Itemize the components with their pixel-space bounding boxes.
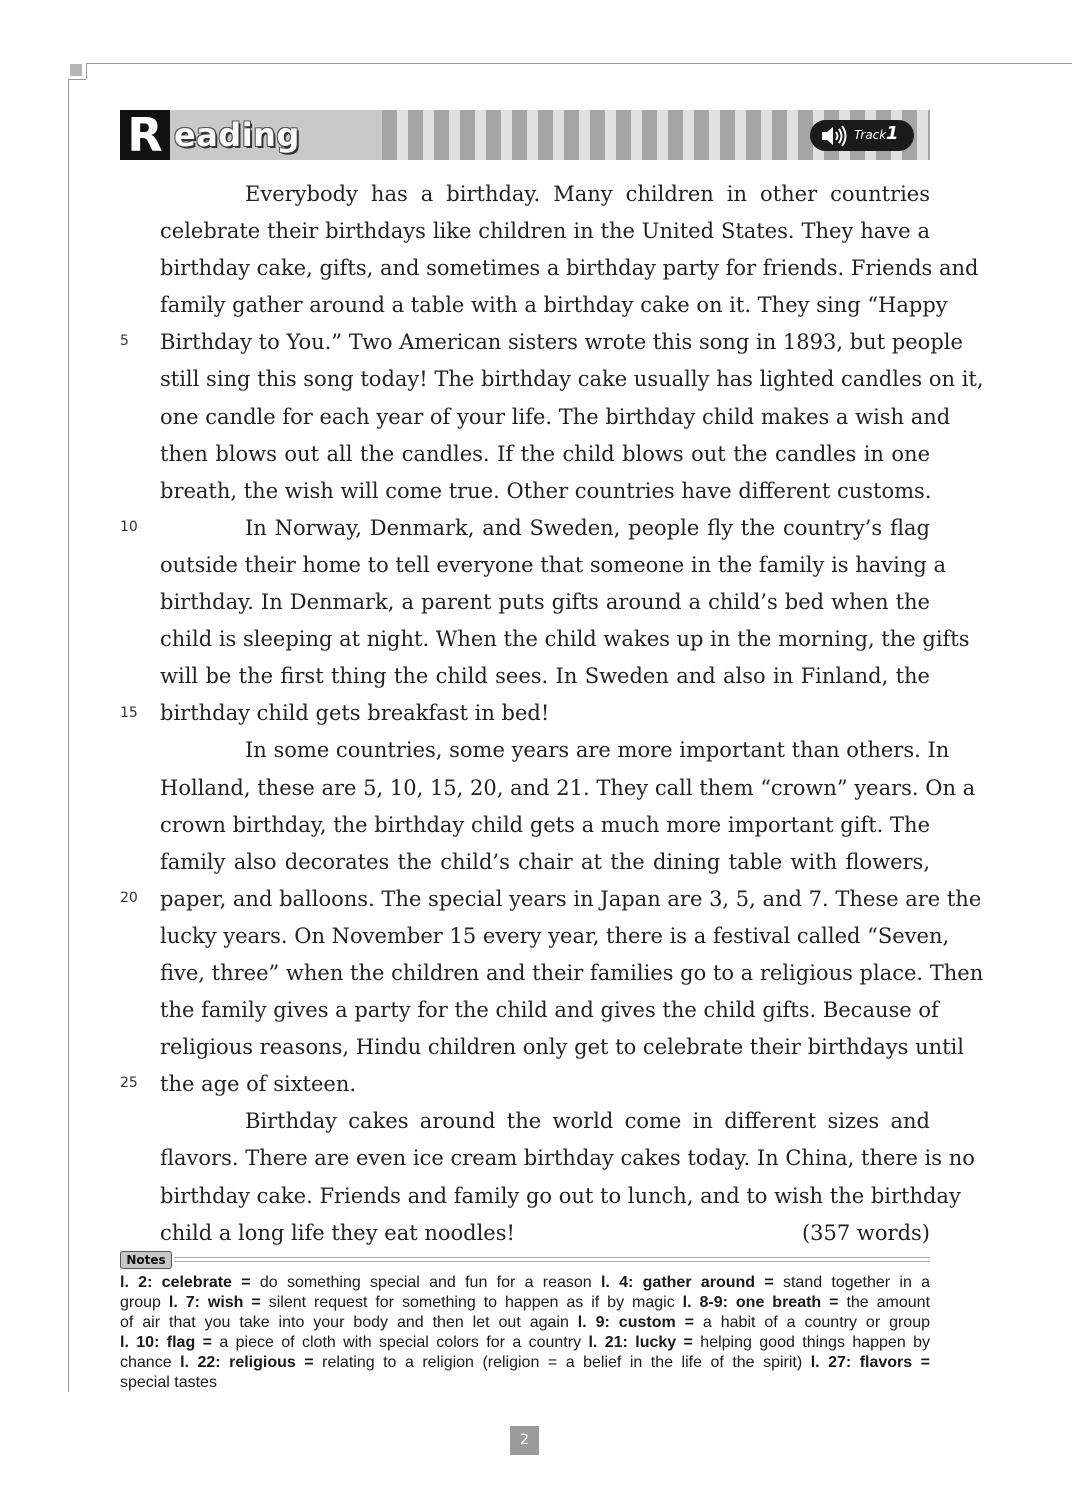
notes-line xyxy=(120,1353,930,1373)
passage-line: Birthday cakes around the world come in different sizes and xyxy=(245,1109,930,1134)
left-border xyxy=(68,79,69,1392)
passage-final-line xyxy=(160,1215,930,1252)
note-definition: do something special and fun for a reason xyxy=(250,1274,601,1291)
notes-line xyxy=(120,1313,930,1333)
passage-line: birthday child gets breakfast in bed! xyxy=(160,701,550,726)
line-number: 25 xyxy=(120,1075,138,1091)
passage-line: family also decorates the child’s chair at the dining table with flowers, xyxy=(160,849,930,874)
page-number: 2 xyxy=(510,1426,539,1455)
passage-line: will be the first thing the child sees. In Sweden and also in Finland, the xyxy=(160,664,930,689)
note-term: l. 2: celebrate = xyxy=(120,1274,251,1291)
notes-label: Notes xyxy=(120,1251,172,1269)
note-definition: a habit of a country or group xyxy=(693,1314,931,1331)
passage-line: outside their home to tell everyone that someone in the family is having a xyxy=(160,552,947,577)
note-term: l. 9: custom = xyxy=(577,1314,694,1331)
passage-line: In Norway, Denmark, and Sweden, people fly the country’s flag xyxy=(245,515,930,540)
note-definition: silent request for something to happen as if by magic xyxy=(260,1294,683,1311)
line-number: 10 xyxy=(120,519,138,535)
line-number: 5 xyxy=(120,333,129,349)
note-definition: the amount xyxy=(838,1294,931,1311)
note-definition: chance xyxy=(120,1354,181,1371)
note-term: l. 10: flag = xyxy=(120,1334,212,1351)
notes-line xyxy=(120,1373,930,1393)
notes-line xyxy=(120,1293,930,1313)
notes-line xyxy=(120,1273,930,1293)
passage-line: child is sleeping at night. When the child wakes up in the morning, the gifts xyxy=(160,627,970,652)
corner-square xyxy=(70,64,82,76)
passage-line: Everybody has a birthday. Many children in other countries xyxy=(245,182,930,206)
note-definition: of air that you take into your body and then let out again xyxy=(120,1314,578,1331)
passage-line: flavors. There are even ice cream birthday cakes today. In China, there is no xyxy=(160,1146,975,1171)
passage-line: crown birthday, the birthday child gets a much more important gift. The xyxy=(160,812,930,837)
line-number: 20 xyxy=(120,890,138,906)
passage-line: the age of sixteen. xyxy=(160,1072,357,1097)
notes-divider xyxy=(174,1257,930,1258)
passage-line: still sing this song today! The birthday cake usually has lighted candles on it, xyxy=(160,367,984,392)
passage-line: Holland, these are 5, 10, 15, 20, and 21. They call them “crown” years. On a xyxy=(160,775,976,800)
note-definition: special tastes xyxy=(120,1374,217,1391)
note-term: l. 4: gather around = xyxy=(600,1274,774,1291)
vocabulary-notes xyxy=(120,1273,930,1393)
passage-line: then blows out all the candles. If the child blows out the candles in one xyxy=(160,441,930,466)
passage-line: breath, the wish will come true. Other countries have different customs. xyxy=(160,478,932,503)
note-term: l. 22: religious = xyxy=(180,1354,314,1371)
note-definition: helping good things happen by xyxy=(692,1334,931,1351)
passage-line: lucky years. On November 15 every year, there is a festival called “Seven, xyxy=(160,923,950,948)
line-number: 15 xyxy=(120,705,138,721)
passage-line: five, three” when the children and their families go to a religious place. Then xyxy=(160,960,984,985)
note-definition: stand together in a xyxy=(773,1274,931,1291)
passage-line: birthday cake, gifts, and sometimes a birthday party for friends. Friends and xyxy=(160,256,979,281)
notes-line xyxy=(120,1333,930,1353)
note-term: l. 8-9: one breath = xyxy=(682,1294,839,1311)
track-number: 1 xyxy=(886,123,899,144)
note-definition: relating to a religion (religion = a belief in the life of the spirit) xyxy=(313,1354,811,1371)
left-border-tick xyxy=(68,79,86,80)
word-count: (357 words) xyxy=(801,1220,930,1245)
passage-line: celebrate their birthdays like children in the United States. They have a xyxy=(160,219,930,244)
passage-line: birthday. In Denmark, a parent puts gifts around a child’s bed when the xyxy=(160,590,930,615)
section-banner xyxy=(120,110,930,160)
note-term: l. 7: wish = xyxy=(168,1294,261,1311)
passage-line: one candle for each year of your life. The birthday child makes a wish and xyxy=(160,404,951,429)
banner-title: eading xyxy=(174,116,300,154)
audio-track-button[interactable] xyxy=(810,120,914,151)
passage-line: paper, and balloons. The special years in Japan are 3, 5, and 7. These are the xyxy=(160,886,982,911)
top-border-tick xyxy=(86,63,87,79)
passage-line: Birthday to You.” Two American sisters wrote this song in 1893, but people xyxy=(160,330,963,355)
passage-line: religious reasons, Hindu children only get to celebrate their birthdays until xyxy=(160,1035,964,1060)
reading-passage xyxy=(160,176,984,1252)
passage-line: family gather around a table with a birthday cake on it. They sing “Happy xyxy=(160,293,948,318)
track-label: Track xyxy=(854,128,887,142)
notes-divider xyxy=(174,1261,930,1262)
note-term: l. 27: flavors = xyxy=(810,1354,931,1371)
note-term: l. 21: lucky = xyxy=(588,1334,693,1351)
speaker-icon xyxy=(820,125,850,147)
passage-line: In some countries, some years are more important than others. In xyxy=(245,738,950,763)
passage-line: the family gives a party for the child and gives the child gifts. Because of xyxy=(160,998,939,1023)
note-definition: a piece of cloth with special colors for a country xyxy=(211,1334,589,1351)
top-border xyxy=(86,63,1072,64)
passage-line: child a long life they eat noodles! xyxy=(160,1220,515,1245)
note-definition: group xyxy=(120,1294,169,1311)
banner-initial: R xyxy=(120,110,170,160)
passage-line: birthday cake. Friends and family go out to lunch, and to wish the birthday xyxy=(160,1183,961,1208)
